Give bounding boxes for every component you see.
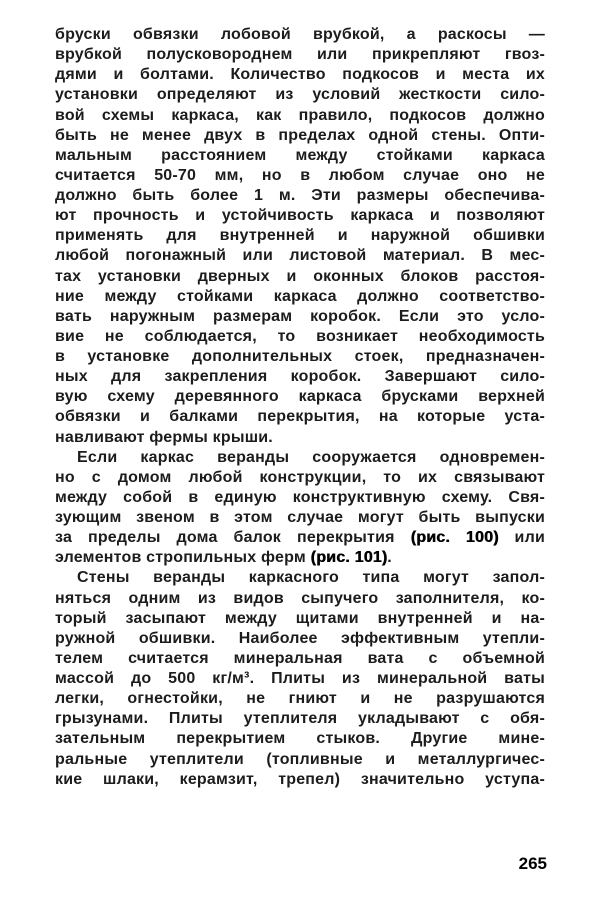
text-line: ных для закрепления коробок. Завершают сило- [55,368,545,386]
text-line: торый засыпают между щитами внутренней и на- [55,609,545,627]
text-line: ружной обшивки. Наиболее эффективным утепли- [55,629,545,647]
figure-reference: (рис. 100) [410,529,499,547]
text-line [55,528,545,548]
text-line: вую схему деревянного каркаса брусками верхней [55,388,545,406]
text-line: навливают фермы крыши. [55,428,273,446]
text-line: вие не соблюдается, то возникает необходимость [55,327,545,345]
text-line: зующим звеном в этом случае могут быть выпуски [55,509,545,526]
text-line: мальным расстоянием между стойками каркаса [55,146,545,164]
text-line: быть не менее двух в пределах одной стены. Опти- [55,126,545,144]
text-line: но с домом любой конструкции, то их связывают [55,468,545,486]
text-line: обвязки и балками перекрытия, на которые уста- [55,408,545,426]
text-line: должно быть более 1 м. Эти размеры обеспечива- [55,187,545,204]
figure-reference: (рис. 101) [310,549,388,567]
text-line: телем считается минеральная вата с объемной [55,649,545,667]
text-line: вать наружным размерам коробок. Если это усло- [55,307,545,325]
text-line: вой схемы каркаса, как правило, подкосов должно [55,106,545,124]
text-line: ральные утеплители (топливные и металлургичес- [55,750,545,768]
text-line: любой погонажный или листовой материал. В мес- [55,247,545,265]
text-segment: элементов стропильных ферм [55,549,311,567]
text-line: ние между стойками каркаса должно соответство- [55,287,545,305]
text-line: между собой в единую конструктивную схему. Свя- [55,488,545,506]
text-segment: за пределы дома балок перекрытия [55,529,411,547]
text-line: установки определяют из условий жесткости сило- [55,86,545,104]
text-line: Стены веранды каркасного типа могут запол- [77,569,545,587]
text-line: кие шлаки, керамзит, трепел) значительно уступа- [55,770,545,788]
text-line: дями и болтами. Количество подкосов и места их [55,66,545,84]
page-number: 265 [518,854,547,873]
text-line: няться одним из видов сыпучего заполнителя, ко- [55,589,545,607]
text-line: применять для внутренней и наружной обшивки [55,227,545,245]
text-line: считается 50-70 мм, но в любом случае оно не [55,166,545,184]
text-line: в установке дополнительных стоек, предназначен- [55,348,545,365]
paragraph [55,25,545,448]
text-segment: или [498,529,545,547]
text-segment: . [387,549,392,567]
text-line: тах установки дверных и оконных блоков расстоя- [55,267,545,285]
paragraph [55,448,545,569]
text-line: Если каркас веранды сооружается одновремен- [77,448,545,466]
text-line: зательным перекрытием стыков. Другие мине- [55,730,545,748]
text-line: врубкой полусковороднем или прикрепляют гвоз- [55,46,545,64]
text-line: легки, огнестойки, не гниют и не разрушаются [55,690,545,708]
text-line: массой до 500 кг/м³. Плиты из минеральной ваты [55,670,545,687]
text-line [55,548,545,568]
text-line: ют прочность и устойчивость каркаса и позволяют [55,207,545,225]
page-body [55,25,545,790]
paragraph [55,568,545,789]
text-line: бруски обвязки лобовой врубкой, а раскосы — [55,26,545,43]
text-line: грызунами. Плиты утеплителя укладывают с обя- [55,710,545,728]
